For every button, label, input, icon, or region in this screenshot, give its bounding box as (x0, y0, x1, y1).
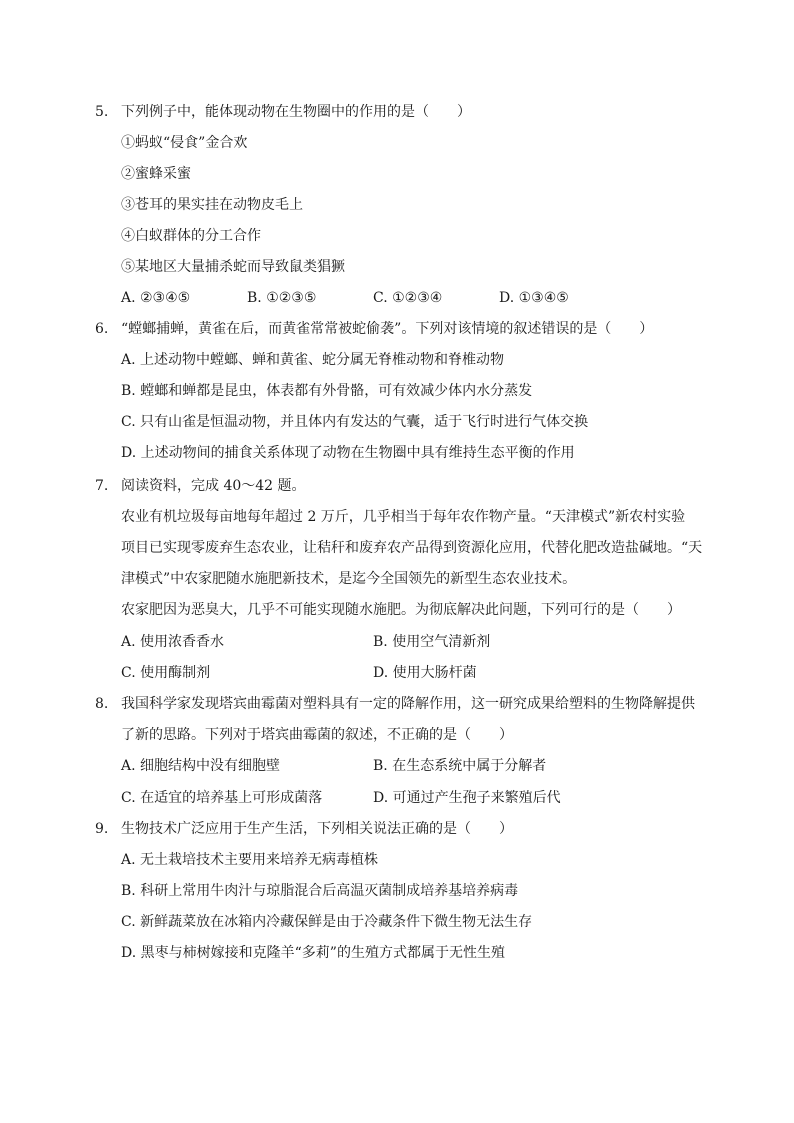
question-5-item-2: ②蜜蜂采蜜 (121, 166, 191, 182)
question-9-option-d: D. 黑枣与柿树嫁接和克隆羊“多莉”的生殖方式都属于无性生殖 (121, 945, 505, 961)
question-6-option-d: D. 上述动物间的捕食关系体现了动物在生物圈中具有维持生态平衡的作用 (121, 445, 575, 461)
question-8-stem-line-2: 了新的思路。下列对于塔宾曲霉菌的叙述，不正确的是（ ） (121, 727, 513, 743)
question-6-stem: “螳螂捕蝉，黄雀在后，而黄雀常常被蛇偷袭”。下列对该情境的叙述错误的是（ ） (121, 321, 654, 337)
question-7-passage-line-4: 农家肥因为恶臭大，几乎不可能实现随水施肥。为彻底解决此问题，下列可行的是（ ） (121, 602, 681, 618)
question-number-5: 5. (95, 104, 109, 120)
question-8-stem-line-1: 我国科学家发现塔宾曲霉菌对塑料具有一定的降解作用，这一研究成果给塑料的生物降解提供 (121, 696, 695, 712)
question-7-passage-line-3: 津模式”中农家肥随水施肥新技术，是迄今全国领先的新型生态农业技术。 (121, 571, 577, 587)
question-7-stem: 阅读资料，完成 40～42 题。 (121, 478, 306, 494)
question-5-item-3: ③苍耳的果实挂在动物皮毛上 (121, 197, 303, 213)
question-9-option-b: B. 科研上常用牛肉汁与琼脂混合后高温灭菌制成培养基培养病毒 (121, 883, 519, 899)
question-8-option-d: D. 可通过产生孢子来繁殖后代 (373, 790, 561, 806)
question-6-option-a: A. 上述动物中螳螂、蝉和黄雀、蛇分属无脊椎动物和脊椎动物 (121, 352, 505, 368)
question-5-option-a: A. ②③④⑤ (121, 290, 191, 306)
question-7-option-a: A. 使用浓香香水 (121, 634, 225, 650)
question-9-option-c: C. 新鲜蔬菜放在冰箱内冷藏保鲜是由于冷藏条件下微生物无法生存 (121, 914, 533, 930)
question-8-option-b: B. 在生态系统中属于分解者 (373, 758, 547, 774)
question-7-passage-line-1: 农业有机垃圾每亩地每年超过 2 万斤，几乎相当于每年农作物产量。“天津模式”新农村实验 (121, 509, 686, 525)
question-9-stem: 生物技术广泛应用于生产生活，下列相关说法正确的是（ ） (121, 821, 513, 837)
question-5-item-4: ④白蚁群体的分工合作 (121, 228, 261, 244)
question-6-option-b: B. 螳螂和蝉都是昆虫，体表都有外骨骼，可有效减少体内水分蒸发 (121, 383, 533, 399)
question-number-7: 7. (95, 478, 109, 494)
question-7-option-c: C. 使用酶制剂 (121, 665, 211, 681)
question-5-item-5: ⑤某地区大量捕杀蛇而导致鼠类猖獗 (121, 259, 345, 275)
question-number-9: 9. (95, 821, 109, 837)
question-5-option-b: B. ①②③⑤ (247, 290, 317, 306)
question-8-option-c: C. 在适宜的培养基上可形成菌落 (121, 790, 323, 806)
question-5-option-c: C. ①②③④ (373, 290, 443, 306)
question-number-8: 8. (95, 696, 109, 712)
question-6-option-c: C. 只有山雀是恒温动物，并且体内有发达的气囊，适于飞行时进行气体交换 (121, 414, 589, 430)
question-5-option-d: D. ①③④⑤ (499, 290, 569, 306)
question-number-6: 6. (95, 321, 109, 337)
question-7-passage-line-2: 项目已实现零废弃生态农业，让秸秆和废弃农产品得到资源化应用，代替化肥改造盐碱地。“天 (121, 540, 703, 556)
question-7-option-b: B. 使用空气清新剂 (373, 634, 491, 650)
question-8-option-a: A. 细胞结构中没有细胞壁 (121, 758, 281, 774)
question-9-option-a: A. 无土栽培技术主要用来培养无病毒植株 (121, 852, 379, 868)
question-5-item-1: ①蚂蚁“侵食”金合欢 (121, 135, 248, 151)
question-7-option-d: D. 使用大肠杆菌 (373, 665, 477, 681)
question-5-stem: 下列例子中，能体现动物在生物圈中的作用的是（ ） (121, 104, 471, 120)
